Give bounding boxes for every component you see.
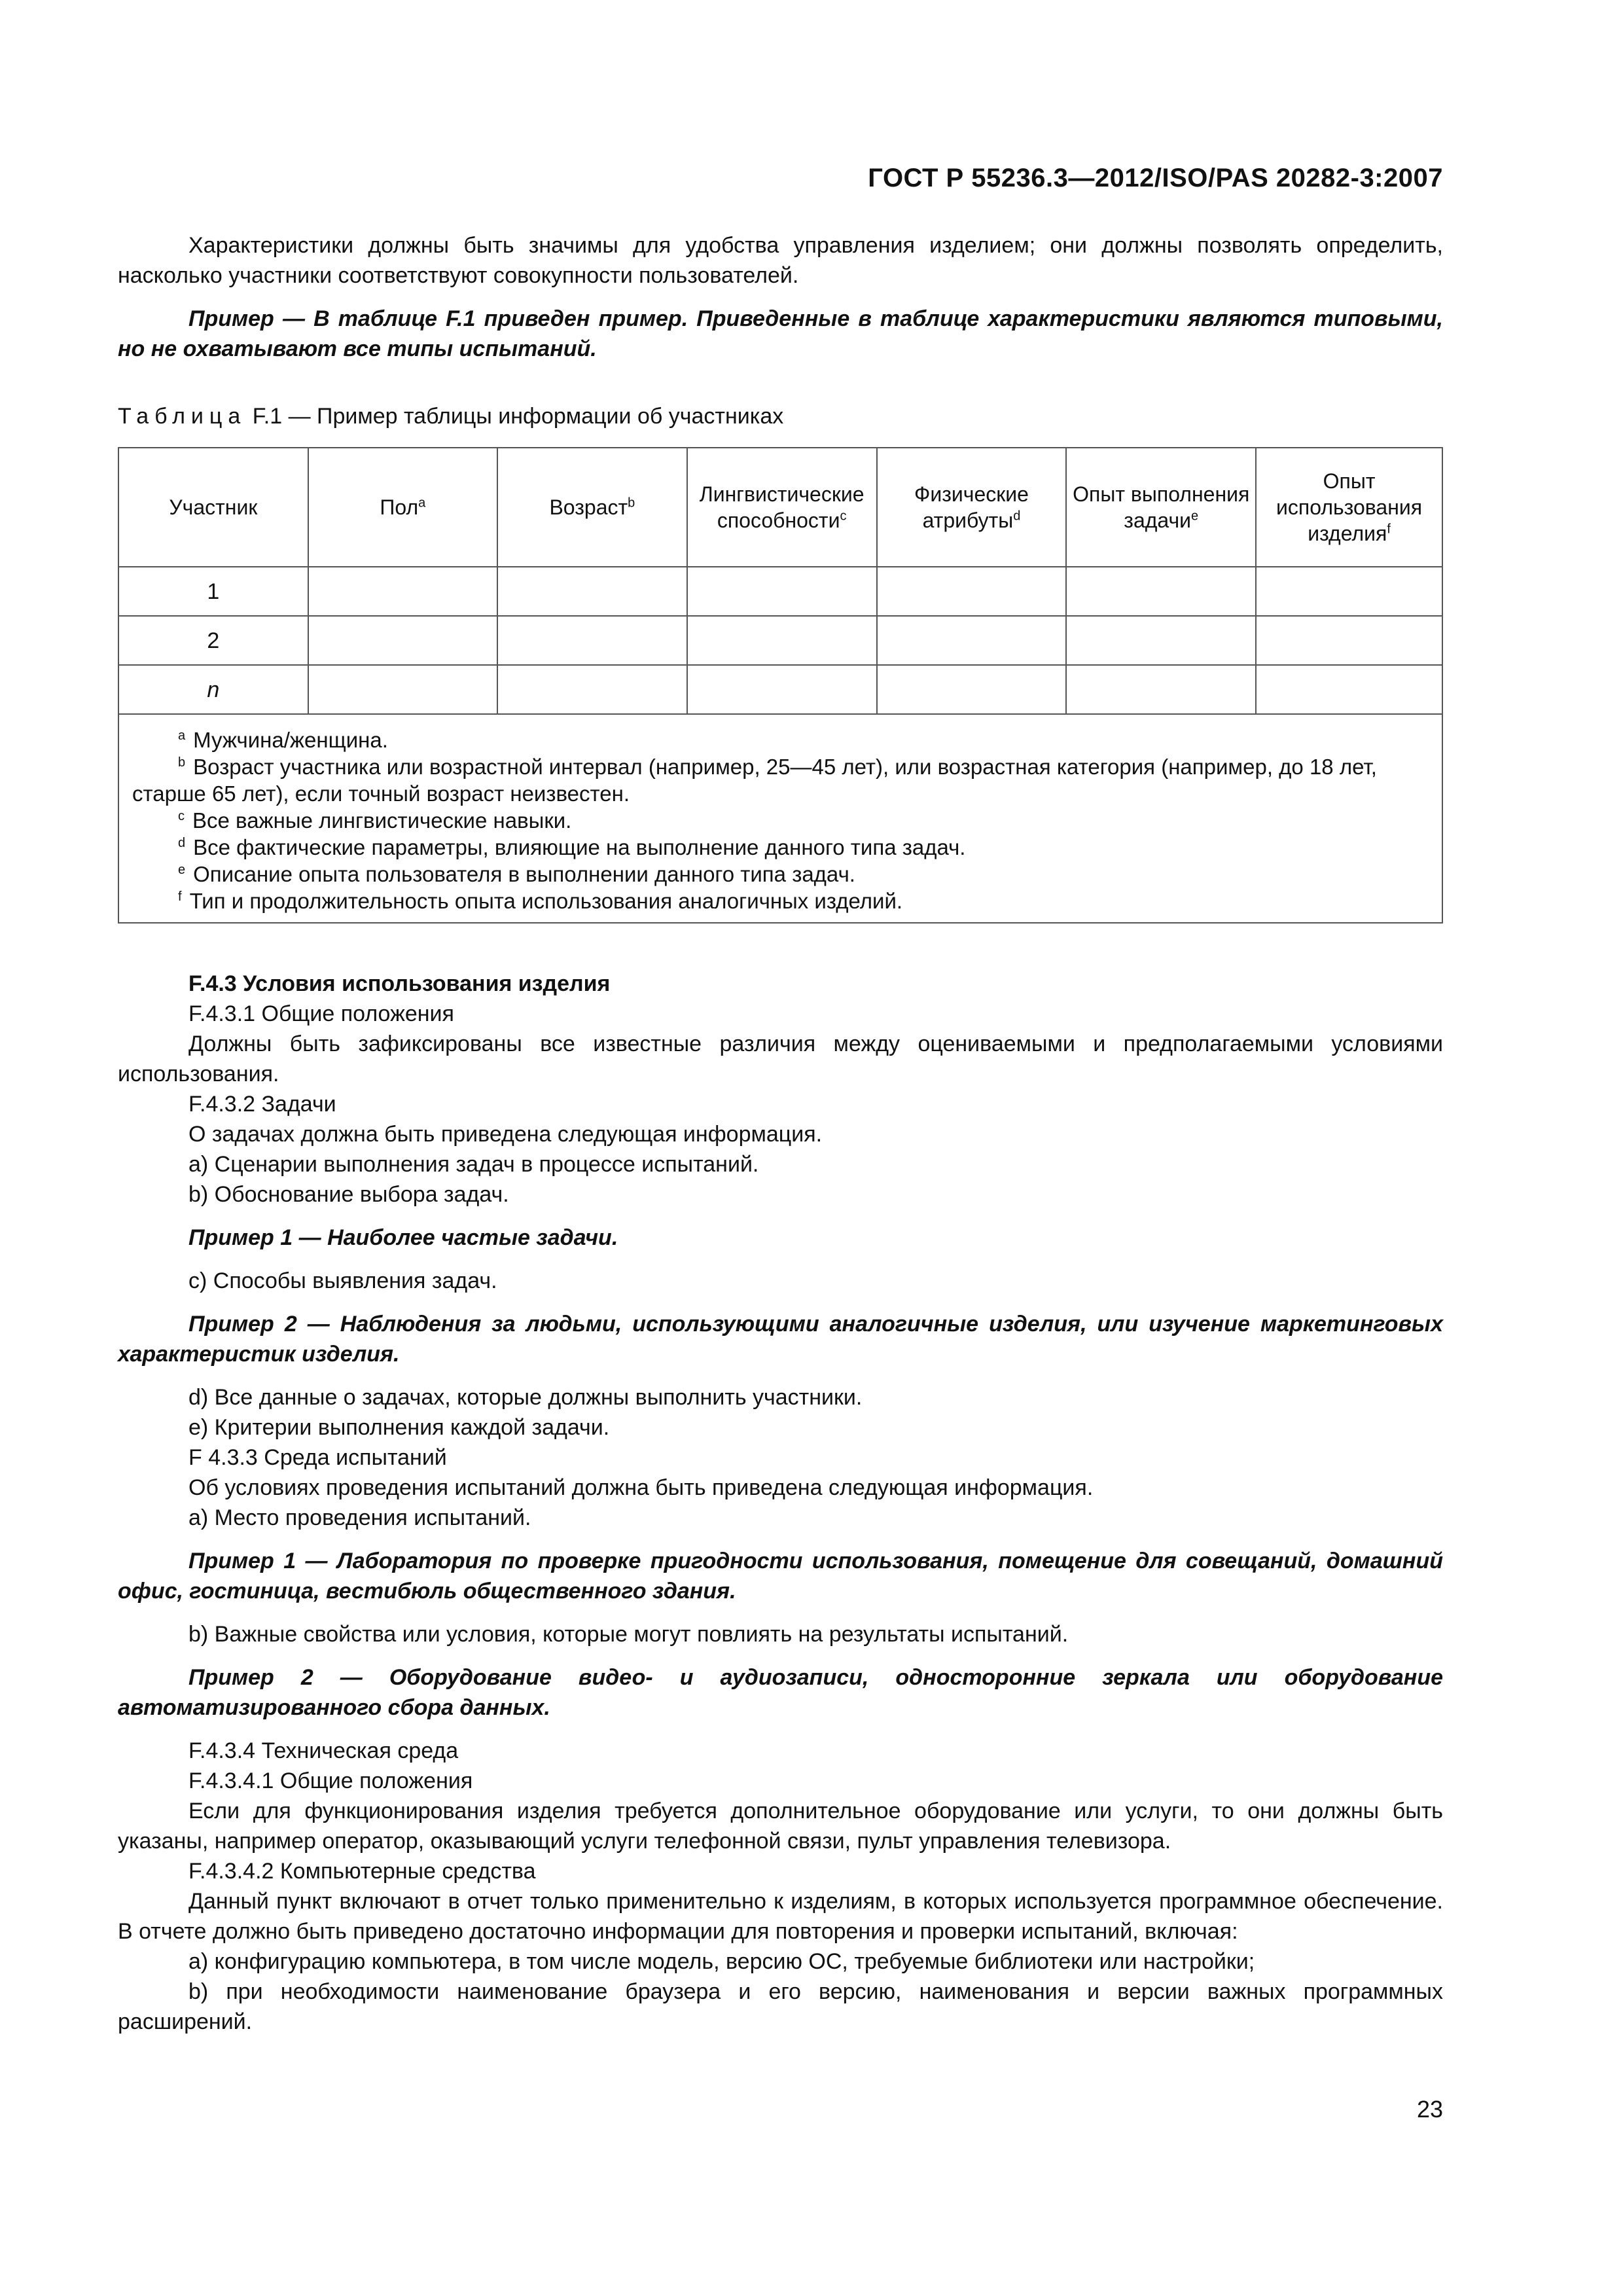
example: Пример 1 — Наиболее частые задачи. (188, 1225, 618, 1250)
document-page (118, 0, 1443, 2296)
row-participant-id: n (118, 665, 308, 714)
example: Пример 1 — Лаборатория по проверке пригодности использования, помещение для совещаний, домашний офис, гостиница, вестибюль общественного здания. (118, 1549, 1443, 1604)
table-caption-label: Таблица (118, 404, 247, 429)
intro-paragraph: Характеристики должны быть значимы для удобства управления изделием; они должны позволять определить, насколько участники соответствуют совокупности пользователей. (118, 233, 1443, 288)
subsection-title: F 4.3.3 Среда испытаний (188, 1445, 447, 1470)
example: Пример 2 — Оборудование видео- и аудиозаписи, односторонние зеркала или оборудование автоматизированного сбора данных. (118, 1665, 1443, 1720)
list-item: b) Важные свойства или условия, которые могут повлиять на результаты испытаний. (188, 1622, 1069, 1647)
table-row (118, 665, 1442, 714)
intro-example: Пример — В таблице F.1 приведен пример. Приведенные в таблице характеристики являются типовыми, но не охватывают все типы испытаний. (118, 306, 1443, 361)
header-age: Возраст$^b$ (497, 448, 687, 567)
list-item: b) при необходимости наименование браузера и его версию, наименования и версии важных программных расширений. (118, 1979, 1443, 2034)
table-notes-row (118, 714, 1442, 923)
list-item: c) Способы выявления задач. (188, 1268, 497, 1293)
table-note: $^a$ Мужчина/женщина. (178, 728, 388, 752)
paragraph: Данный пункт включают в отчет только применительно к изделиям, в которых используется программное обеспечение. В отчете должно быть приведено достаточно информации для повторения и проверки испытаний, включая: (118, 1889, 1443, 1944)
paragraph: Об условиях проведения испытаний должна быть приведена следующая информация. (188, 1475, 1094, 1500)
table-note: $^e$ Описание опыта пользователя в выполнении данного типа задач. (178, 862, 855, 886)
section-heading: F.4.3 Условия использования изделия (188, 971, 611, 996)
subsection-title: F.4.3.4.2 Компьютерные средства (188, 1859, 536, 1884)
paragraph: Если для функционирования изделия требуется дополнительное оборудование или услуги, то они должны быть указаны, например оператор, оказывающий услуги телефонной связи, пульт управления телевизора. (118, 1799, 1443, 1854)
document-code-header: ГОСТ Р 55236.3—2012/ISO/PAS 20282-3:2007 (868, 164, 1443, 192)
row-participant-id: 1 (118, 567, 308, 616)
list-item: a) Сценарии выполнения задач в процессе испытаний. (188, 1152, 759, 1177)
example: Пример 2 — Наблюдения за людьми, использующими аналогичные изделия, или изучение маркетинговых характеристик изделия. (118, 1312, 1443, 1367)
table-caption (118, 401, 783, 431)
list-item: b) Обоснование выбора задач. (188, 1182, 509, 1207)
table-note: $^d$ Все фактические параметры, влияющие на выполнение данного типа задач. (178, 835, 966, 859)
list-item: e) Критерии выполнения каждой задачи. (188, 1415, 610, 1440)
paragraph: Должны быть зафиксированы все известные различия между оцениваемыми и предполагаемыми условиями использования. (118, 1031, 1443, 1086)
table-note: $^f$ Тип и продолжительность опыта использования аналогичных изделий. (178, 889, 903, 913)
header-task-experience: Опыт выполнения задачи$^e$ (1066, 448, 1256, 567)
participants-table (118, 447, 1443, 924)
subsection-title: F.4.3.2 Задачи (188, 1092, 336, 1117)
table-note: $^b$ Возраст участника или возрастной интервал (например, 25—45 лет), или возрастная категория (например, до 18 лет, старше 65 лет), если точный возраст неизвестен. (132, 755, 1377, 806)
list-item: d) Все данные о задачах, которые должны выполнить участники. (188, 1385, 863, 1410)
page-number: 23 (1416, 2096, 1443, 2123)
row-participant-id: 2 (118, 616, 308, 665)
list-item: a) конфигурацию компьютера, в том числе модель, версию ОС, требуемые библиотеки или настройки; (188, 1949, 1255, 1974)
header-physical: Физические атрибуты$^d$ (877, 448, 1067, 567)
body-block (118, 969, 1443, 2037)
table-row (118, 616, 1442, 665)
list-item: a) Место проведения испытаний. (188, 1505, 531, 1530)
table-notes (118, 714, 1442, 923)
subsection-title: F.4.3.1 Общие положения (188, 1001, 454, 1026)
header-sex: Пол$^a$ (308, 448, 497, 567)
paragraph: О задачах должна быть приведена следующая информация. (188, 1122, 823, 1147)
subsection-title: F.4.3.4.1 Общие положения (188, 1768, 473, 1793)
header-participant: Участник (118, 448, 308, 567)
table-row (118, 567, 1442, 616)
header-product-experience: Опыт использования изделия$^f$ (1256, 448, 1442, 567)
intro-block (118, 230, 1443, 364)
header-linguistic: Лингвистические способности$^c$ (687, 448, 877, 567)
table-caption-text: F.1 — Пример таблицы информации об участниках (252, 404, 784, 429)
table-header-row (118, 448, 1442, 567)
table-note: $^c$ Все важные лингвистические навыки. (178, 808, 572, 833)
subsection-title: F.4.3.4 Техническая среда (188, 1738, 459, 1763)
